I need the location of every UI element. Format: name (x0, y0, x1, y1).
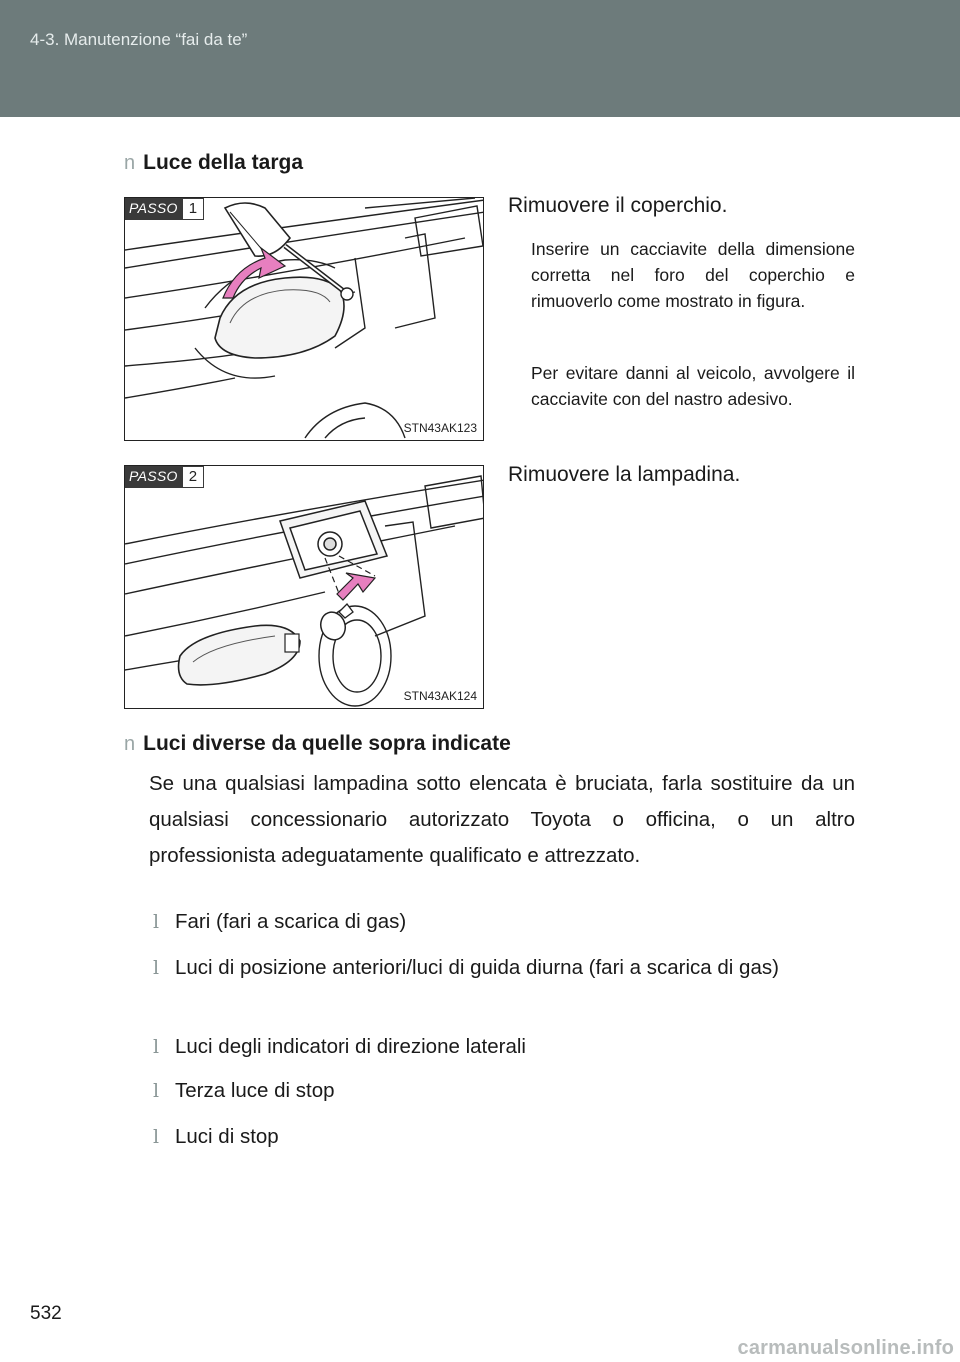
removed-cover (179, 625, 300, 685)
list-bullet: l (153, 911, 160, 933)
figure-step-2 (124, 465, 484, 709)
arrow-icon (337, 573, 375, 600)
step-2-title: Rimuovere la lampadina. (508, 463, 741, 486)
step-badge (125, 198, 204, 220)
step-badge-number: 1 (183, 198, 204, 220)
list-bullet: l (153, 1126, 160, 1148)
step-badge-label: PASSO (125, 466, 183, 488)
section-heading-license-plate (124, 151, 303, 175)
step-1-caution: Per evitare danni al veicolo, avvolgere il cacciavite con del nastro adesivo. (531, 363, 855, 409)
page-header (0, 0, 960, 117)
bulb (317, 604, 353, 643)
dealer-replacement-paragraph: Se una qualsiasi lampadina sotto elencata è bruciata, farla sostituire da un qualsiasi concessionario autorizzato Toyota o officina, o un altro professionista adeguatamente qualificato e attrezzato. (149, 772, 855, 867)
section-bullet: n (124, 152, 136, 174)
header-title: 4-3. Manutenzione “fai da te” (30, 30, 248, 49)
section-title: Luce della targa (143, 151, 304, 174)
step-badge (125, 466, 204, 488)
list-bullet: l (153, 957, 160, 979)
list-item (153, 1030, 855, 1064)
list-item-text: Luci di stop (175, 1125, 279, 1148)
section-bullet: n (124, 733, 136, 755)
figure-step-1 (124, 197, 484, 441)
step-1-title: Rimuovere il coperchio. (508, 194, 728, 217)
illustration-remove-bulb (125, 466, 484, 709)
section-heading-other-lights (124, 732, 511, 756)
list-item-text: Terza luce di stop (175, 1079, 335, 1102)
figure-code: STN43AK124 (403, 689, 477, 703)
section-title: Luci diverse da quelle sopra indicate (143, 732, 511, 755)
list-bullet: l (153, 1080, 160, 1102)
step-badge-number: 2 (183, 466, 204, 488)
step-badge-label: PASSO (125, 198, 183, 220)
figure-code: STN43AK123 (403, 421, 477, 435)
illustration-remove-cover (125, 198, 484, 441)
list-item-text: Luci di posizione anteriori/luci di guida diurna (fari a scarica di gas) (175, 956, 779, 979)
step-1-instruction: Inserire un cacciavite della dimensione corretta nel foro del coperchio e rimuoverlo come mostrato in figura. (531, 239, 855, 311)
page-number: 532 (30, 1303, 62, 1324)
watermark: carmanualsonline.info (737, 1337, 954, 1359)
list-item (153, 1120, 855, 1154)
socket-housing (280, 501, 387, 578)
list-item (153, 905, 855, 939)
list-item-text: Luci degli indicatori di direzione laterali (175, 1035, 526, 1058)
list-item (153, 951, 855, 985)
list-item (153, 1074, 855, 1108)
list-bullet: l (153, 1036, 160, 1058)
list-item-text: Fari (fari a scarica di gas) (175, 910, 407, 933)
